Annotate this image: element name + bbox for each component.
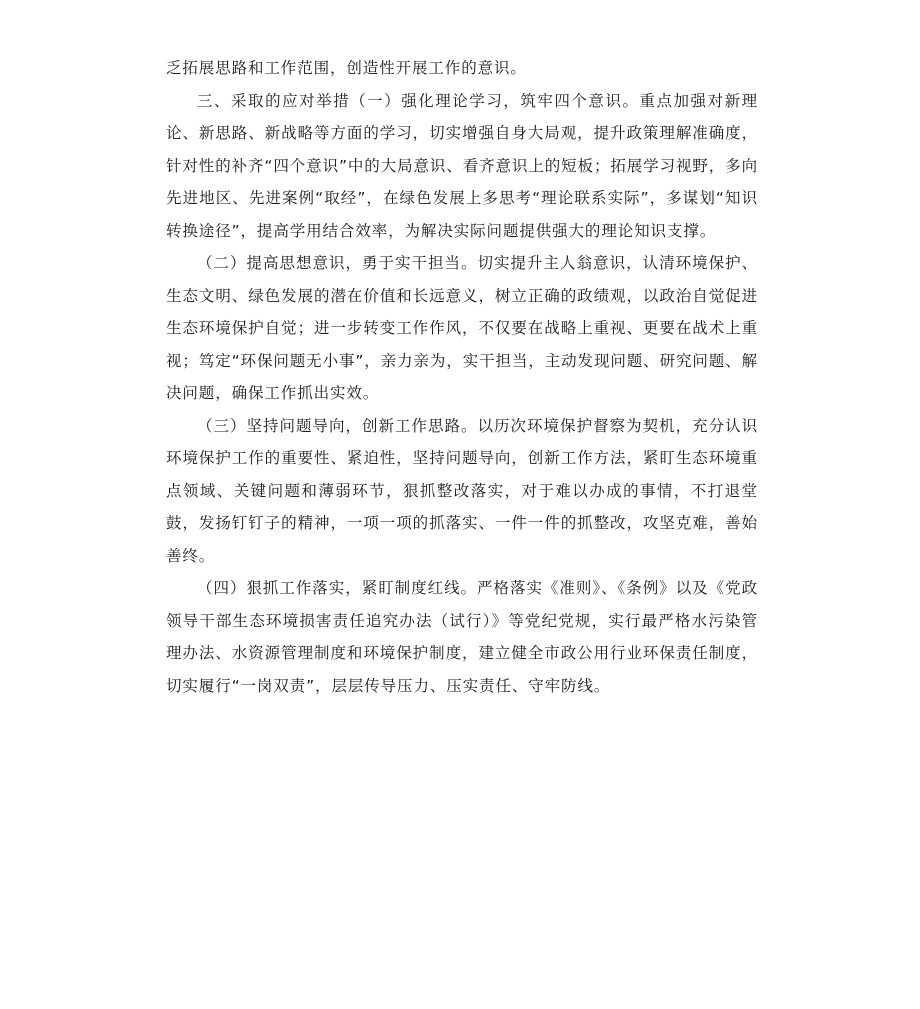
paragraph-measure-three: （三）坚持问题导向，创新工作思路。以历次环境保护督察为契机，充分认识环境保护工作的重要性、紧迫性，坚持问题导向，创新工作方法，紧盯生态环境重点领域、关键问题和薄弱环节，狠抓整改落实，对于难以办成的事情，不打退堂鼓，发扬钉钉子的精神，一项一项的抓落实、一件一件的抓整改，攻坚克难，善始善终。 xyxy=(166,416,758,565)
paragraph-measure-four: （四）狠抓工作落实，紧盯制度红线。严格落实《准则》、《条例》以及《党政领导干部生态环境损害责任追究办法（试行）》等党纪党规，实行最严格水污染管理办法、水资源管理制度和环境保护制度，建立健全市政公用行业环保责任制度，切实履行“一岗双责”，层层传导压力、压实责任、守牢防线。 xyxy=(166,579,758,695)
paragraph-continuation: 乏拓展思路和工作范围，创造性开展工作的意识。 xyxy=(166,59,527,77)
paragraph-section-three-measure-one: 三、采取的应对举措（一）强化理论学习，筑牢四个意识。重点加强对新理论、新思路、新战略等方面的学习，切实增强自身大局观，提升政策理解准确度，针对性的补齐“四个意识”中的大局意识、看齐意识上的短板；拓展学习视野，多向先进地区、先进案例“取经”，在绿色发展上多思考“理论联系实际”，多谋划“知识转换途径”，提高学用结合效率，为解决实际问题提供强大的理论知识支撑。 xyxy=(166,91,758,240)
paragraph-measure-two: （二）提高思想意识，勇于实干担当。切实提升主人翁意识，认清环境保护、生态文明、绿色发展的潜在价值和长远意义，树立正确的政绩观，以政治自觉促进生态环境保护自觉；进一步转变工作作风，不仅要在战略上重视、更要在战术上重视；笃定“环保问题无小事”，亲力亲为，实干担当，主动发现问题、研究问题、解决问题，确保工作抓出实效。 xyxy=(166,254,758,402)
document-body xyxy=(166,52,758,702)
